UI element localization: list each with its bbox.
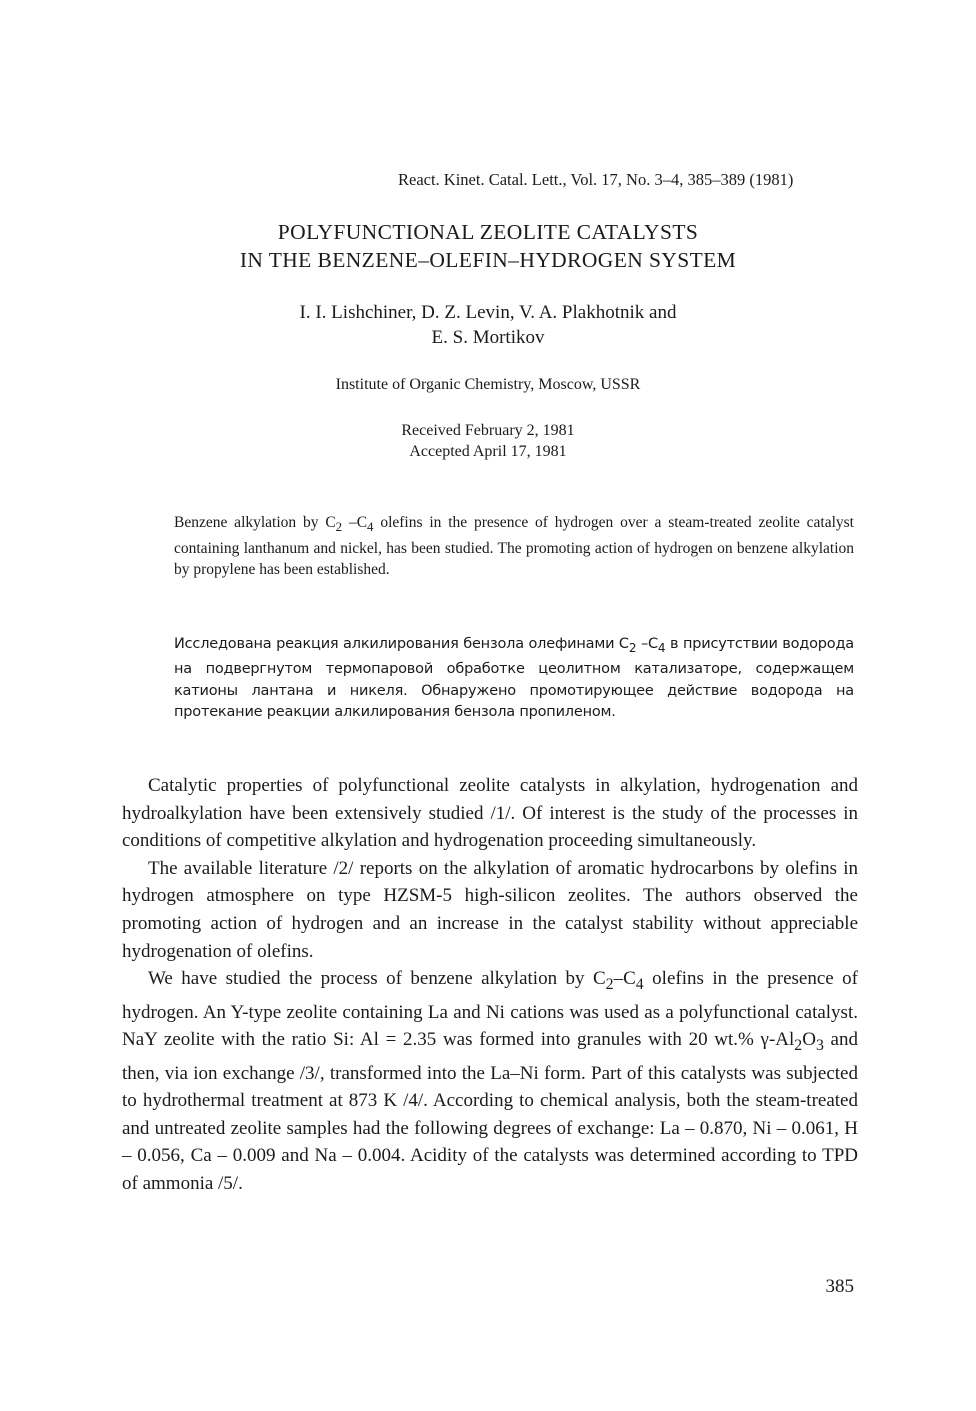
abstract-russian	[174, 634, 854, 724]
abstract-ru-text-3: в присутствии водорода на подвергнутом термопаровой обработке цеолитном катализаторе, содержащем катионы лантана и никеля. Обнаружено промотирующее действие водорода на протекание реакции алкилирования бензола пропиленом.	[174, 636, 854, 721]
title-line-2: IN THE BENZENE–OLEFIN–HYDROGEN SYSTEM	[239, 248, 737, 272]
received-date: Received February 2, 1981	[401, 422, 575, 439]
body-paragraph-1: Catalytic properties of polyfunctional zeolite catalysts in alkylation, hydrogenation and hydroalkylation have been extensively studied /1/. Of interest is the study of the processes in conditions of competitive alkylation and hydrogenation proceeding simultaneously.	[122, 775, 858, 852]
body-paragraph-2: The available literature /2/ reports on the alkylation of aromatic hydrocarbons by olefins in hydrogen atmosphere on type HZSM-5 high-silicon zeolites. The authors observed the promoting action of hydrogen and an increase in the catalyst stability without appreciable hydrogenation of olefins.	[122, 857, 858, 962]
affiliation: Institute of Organic Chemistry, Moscow, USSR	[335, 376, 641, 393]
abstract-ru-text-1: Исследована реакция алкилирования бензола олефинами C	[174, 636, 629, 652]
title-line-1: POLYFUNCTIONAL ZEOLITE CATALYSTS	[277, 220, 699, 244]
para3-subscript-4: 3	[815, 1036, 824, 1054]
para3-text-a: We have studied the process of benzene alkylation by C	[148, 968, 606, 990]
abstract-en-text-2: –C	[342, 514, 368, 531]
body-paragraph-3	[122, 965, 858, 1197]
article-title	[140, 218, 836, 274]
para3-text-d: O	[802, 1029, 816, 1051]
abstract-en-subscript-1: 2	[335, 519, 343, 535]
abstract-english	[174, 512, 854, 581]
abstract-ru-text-2: –C	[636, 636, 658, 652]
para3-subscript-2: 4	[635, 975, 644, 993]
page-number: 385	[825, 1276, 854, 1297]
para3-subscript-1: 2	[605, 975, 614, 993]
abstract-en-text-1: Benzene alkylation by C	[174, 514, 336, 531]
authors-line-2: E. S. Mortikov	[431, 327, 545, 348]
abstract-ru-subscript-1: 2	[628, 640, 637, 655]
para3-text-e: and then, via ion exchange /3/, transformed into the La–Ni form. Part of this catalysts was subjected to hydrothermal treatment at 873 K /4/. According to chemical analysis, both the steam-treated and untreated zeolite samples had the following degrees of exchange: La – 0.870, Ni – 0.061, H – 0.056, Ca – 0.009 and Na – 0.004. Acidity of the catalysts was determined according to TPD of ammonia /5/.	[122, 1029, 858, 1194]
para3-text-b: –C	[613, 968, 636, 990]
para3-subscript-3: 2	[794, 1036, 803, 1054]
body-text	[122, 772, 858, 1198]
abstract-ru-subscript-2: 4	[657, 640, 666, 655]
journal-citation: React. Kinet. Catal. Lett., Vol. 17, No. 3–4, 385–389 (1981)	[398, 170, 794, 189]
received-accepted-dates	[300, 420, 676, 462]
abstract-en-subscript-2: 4	[367, 519, 374, 535]
abstract-en-text-3: olefins in the presence of hydrogen over a steam-treated zeolite catalyst containing lanthanum and nickel, has been studied. The promoting action of hydrogen on benzene alkylation by propylene has been established.	[174, 514, 854, 579]
author-list	[200, 300, 776, 350]
para3-text-c: olefins in the presence of hydrogen. An Y-type zeolite containing La and Ni cations was used as a polyfunctional catalyst. NaY zeolite with the ratio Si: Al = 2.35 was formed into granules with 20 wt.% γ-Al	[122, 968, 858, 1051]
accepted-date: Accepted April 17, 1981	[409, 443, 567, 460]
authors-line-1: I. I. Lishchiner, D. Z. Levin, V. A. Plakhotnik and	[299, 302, 677, 323]
